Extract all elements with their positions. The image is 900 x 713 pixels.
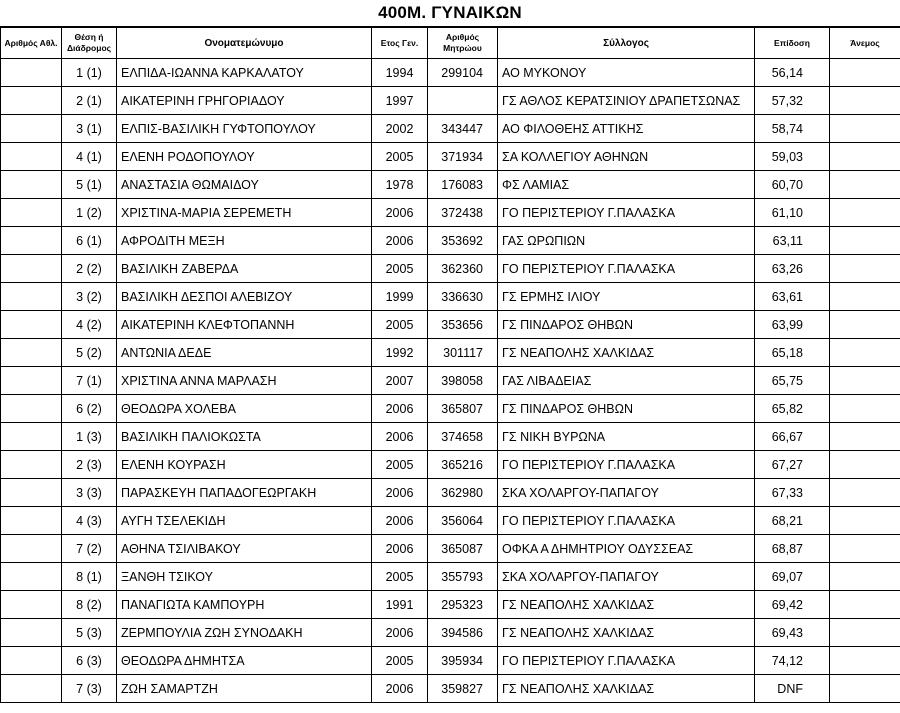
cell-birth-year: 2006 [372, 227, 428, 255]
cell-position: 3 (3) [62, 479, 117, 507]
cell-birth-year: 2006 [372, 479, 428, 507]
cell-wind [830, 311, 900, 339]
cell-performance: 63,99 [755, 311, 830, 339]
cell-position: 5 (1) [62, 171, 117, 199]
cell-wind [830, 675, 900, 703]
cell-name: ΒΑΣΙΛΙΚΗ ΠΑΛΙΟΚΩΣΤΑ [117, 423, 372, 451]
cell-athlete-no [1, 367, 62, 395]
cell-birth-year: 1991 [372, 591, 428, 619]
cell-club: ΑΟ ΜΥΚΟΝΟΥ [498, 59, 755, 87]
cell-name: ΕΛΕΝΗ ΚΟΥΡΑΣΗ [117, 451, 372, 479]
cell-club: ΓΣ ΕΡΜΗΣ ΙΛΙΟΥ [498, 283, 755, 311]
cell-position: 5 (2) [62, 339, 117, 367]
cell-registry-no: 353692 [428, 227, 498, 255]
cell-wind [830, 507, 900, 535]
cell-position: 2 (2) [62, 255, 117, 283]
cell-athlete-no [1, 395, 62, 423]
cell-performance: 56,14 [755, 59, 830, 87]
cell-birth-year: 1978 [372, 171, 428, 199]
cell-registry-no: 372438 [428, 199, 498, 227]
cell-birth-year: 2005 [372, 647, 428, 675]
cell-name: ΘΕΟΔΩΡΑ ΔΗΜΗΤΣΑ [117, 647, 372, 675]
cell-performance: 67,33 [755, 479, 830, 507]
cell-wind [830, 227, 900, 255]
cell-registry-no: 374658 [428, 423, 498, 451]
table-row [1, 675, 900, 703]
cell-wind [830, 423, 900, 451]
cell-birth-year: 2006 [372, 507, 428, 535]
cell-club: ΓΣ ΝΙΚΗ ΒΥΡΩΝΑ [498, 423, 755, 451]
cell-athlete-no [1, 227, 62, 255]
cell-birth-year: 1999 [372, 283, 428, 311]
cell-wind [830, 563, 900, 591]
table-row [1, 647, 900, 675]
cell-name: ΑΥΓΗ ΤΣΕΛΕΚΙΔΗ [117, 507, 372, 535]
cell-wind [830, 451, 900, 479]
cell-performance: 74,12 [755, 647, 830, 675]
cell-position: 6 (1) [62, 227, 117, 255]
cell-athlete-no [1, 507, 62, 535]
table-row [1, 395, 900, 423]
cell-wind [830, 591, 900, 619]
cell-athlete-no [1, 143, 62, 171]
cell-club: ΣΚΑ ΧΟΛΑΡΓΟΥ-ΠΑΠΑΓΟΥ [498, 563, 755, 591]
table-row [1, 171, 900, 199]
cell-registry-no: 362980 [428, 479, 498, 507]
cell-club: ΓΣ ΝΕΑΠΟΛΗΣ ΧΑΛΚΙΔΑΣ [498, 339, 755, 367]
cell-wind [830, 339, 900, 367]
table-row [1, 143, 900, 171]
cell-club: ΓΣ ΝΕΑΠΟΛΗΣ ΧΑΛΚΙΔΑΣ [498, 619, 755, 647]
cell-name: ΧΡΙΣΤΙΝΑ-ΜΑΡΙΑ ΣΕΡΕΜΕΤΗ [117, 199, 372, 227]
cell-athlete-no [1, 619, 62, 647]
cell-name: ΒΑΣΙΛΙΚΗ ΔΕΣΠΟΙ ΑΛΕΒΙΖΟΥ [117, 283, 372, 311]
table-row [1, 59, 900, 87]
cell-performance: 65,82 [755, 395, 830, 423]
cell-performance: 63,61 [755, 283, 830, 311]
cell-performance: 69,07 [755, 563, 830, 591]
cell-athlete-no [1, 563, 62, 591]
cell-wind [830, 367, 900, 395]
cell-name: ΞΑΝΘΗ ΤΣΙΚΟΥ [117, 563, 372, 591]
cell-position: 2 (1) [62, 87, 117, 115]
cell-name: ΑΝΤΩΝΙΑ ΔΕΔΕ [117, 339, 372, 367]
cell-birth-year: 2006 [372, 675, 428, 703]
cell-name: ΖΕΡΜΠΟΥΛΙΑ ΖΩΗ ΣΥΝΟΔΑΚΗ [117, 619, 372, 647]
cell-registry-no: 371934 [428, 143, 498, 171]
table-row [1, 115, 900, 143]
cell-birth-year: 2006 [372, 619, 428, 647]
table-row [1, 451, 900, 479]
cell-birth-year: 1997 [372, 87, 428, 115]
cell-birth-year: 2005 [372, 451, 428, 479]
cell-name: ΑΘΗΝΑ ΤΣΙΛΙΒΑΚΟΥ [117, 535, 372, 563]
cell-performance: 67,27 [755, 451, 830, 479]
cell-registry-no: 353656 [428, 311, 498, 339]
cell-name: ΠΑΝΑΓΙΩΤΑ ΚΑΜΠΟΥΡΗ [117, 591, 372, 619]
cell-position: 1 (3) [62, 423, 117, 451]
cell-registry-no: 394586 [428, 619, 498, 647]
cell-registry-no: 355793 [428, 563, 498, 591]
cell-wind [830, 619, 900, 647]
table-row [1, 619, 900, 647]
cell-position: 8 (2) [62, 591, 117, 619]
cell-performance: 66,67 [755, 423, 830, 451]
cell-performance: 58,74 [755, 115, 830, 143]
cell-athlete-no [1, 675, 62, 703]
table-row [1, 227, 900, 255]
cell-wind [830, 87, 900, 115]
cell-athlete-no [1, 339, 62, 367]
cell-performance: 63,26 [755, 255, 830, 283]
cell-position: 4 (2) [62, 311, 117, 339]
cell-position: 2 (3) [62, 451, 117, 479]
cell-position: 5 (3) [62, 619, 117, 647]
table-row [1, 339, 900, 367]
cell-registry-no: 299104 [428, 59, 498, 87]
table-row [1, 563, 900, 591]
results-table [0, 27, 900, 703]
cell-athlete-no [1, 199, 62, 227]
cell-club: ΟΦΚΑ Α ΔΗΜΗΤΡΙΟΥ ΟΔΥΣΣΕΑΣ [498, 535, 755, 563]
cell-performance: 57,32 [755, 87, 830, 115]
cell-birth-year: 2005 [372, 311, 428, 339]
cell-registry-no [428, 87, 498, 115]
header-club: Σύλλογος [498, 28, 755, 59]
cell-position: 6 (2) [62, 395, 117, 423]
cell-birth-year: 2005 [372, 255, 428, 283]
cell-athlete-no [1, 647, 62, 675]
table-row [1, 507, 900, 535]
cell-performance: 61,10 [755, 199, 830, 227]
cell-club: ΓΟ ΠΕΡΙΣΤΕΡΙΟΥ Γ.ΠΑΛΑΣΚΑ [498, 199, 755, 227]
cell-name: ΖΩΗ ΣΑΜΑΡΤΖΗ [117, 675, 372, 703]
cell-registry-no: 343447 [428, 115, 498, 143]
cell-club: ΓΑΣ ΩΡΩΠΙΩΝ [498, 227, 755, 255]
cell-wind [830, 199, 900, 227]
table-row [1, 283, 900, 311]
cell-athlete-no [1, 115, 62, 143]
cell-registry-no: 395934 [428, 647, 498, 675]
cell-birth-year: 1992 [372, 339, 428, 367]
cell-registry-no: 365216 [428, 451, 498, 479]
cell-performance: 65,18 [755, 339, 830, 367]
cell-athlete-no [1, 311, 62, 339]
cell-birth-year: 2006 [372, 535, 428, 563]
table-row [1, 535, 900, 563]
cell-performance: 60,70 [755, 171, 830, 199]
cell-performance: 65,75 [755, 367, 830, 395]
cell-position: 1 (1) [62, 59, 117, 87]
table-row [1, 367, 900, 395]
cell-club: ΦΣ ΛΑΜΙΑΣ [498, 171, 755, 199]
cell-name: ΑΝΑΣΤΑΣΙΑ ΘΩΜΑΙΔΟΥ [117, 171, 372, 199]
cell-registry-no: 359827 [428, 675, 498, 703]
table-row [1, 87, 900, 115]
cell-name: ΘΕΟΔΩΡΑ ΧΟΛΕΒΑ [117, 395, 372, 423]
header-birth-year: Ετος Γεν. [372, 28, 428, 59]
cell-name: ΧΡΙΣΤΙΝΑ ΑΝΝΑ ΜΑΡΛΑΣΗ [117, 367, 372, 395]
cell-wind [830, 283, 900, 311]
cell-athlete-no [1, 591, 62, 619]
cell-position: 4 (3) [62, 507, 117, 535]
cell-athlete-no [1, 423, 62, 451]
cell-birth-year: 1994 [372, 59, 428, 87]
cell-club: ΣΚΑ ΧΟΛΑΡΓΟΥ-ΠΑΠΑΓΟΥ [498, 479, 755, 507]
cell-position: 3 (1) [62, 115, 117, 143]
cell-athlete-no [1, 171, 62, 199]
cell-registry-no: 398058 [428, 367, 498, 395]
cell-club: ΓΑΣ ΛΙΒΑΔΕΙΑΣ [498, 367, 755, 395]
cell-performance: 68,87 [755, 535, 830, 563]
cell-birth-year: 2005 [372, 143, 428, 171]
cell-club: ΓΣ ΠΙΝΔΑΡΟΣ ΘΗΒΩΝ [498, 311, 755, 339]
header-performance: Επίδοση [755, 28, 830, 59]
cell-position: 7 (1) [62, 367, 117, 395]
cell-name: ΕΛΠΙΔΑ-ΙΩΑΝΝΑ ΚΑΡΚΑΛΑΤΟΥ [117, 59, 372, 87]
cell-club: ΓΣ ΠΙΝΔΑΡΟΣ ΘΗΒΩΝ [498, 395, 755, 423]
cell-club: ΓΣ ΑΘΛΟΣ ΚΕΡΑΤΣΙΝΙΟΥ ΔΡΑΠΕΤΣΩΝΑΣ [498, 87, 755, 115]
cell-club: ΓΟ ΠΕΡΙΣΤΕΡΙΟΥ Γ.ΠΑΛΑΣΚΑ [498, 255, 755, 283]
table-row [1, 479, 900, 507]
cell-registry-no: 365807 [428, 395, 498, 423]
cell-club: ΓΟ ΠΕΡΙΣΤΕΡΙΟΥ Γ.ΠΑΛΑΣΚΑ [498, 451, 755, 479]
cell-club: ΣΑ ΚΟΛΛΕΓΙΟΥ ΑΘΗΝΩΝ [498, 143, 755, 171]
cell-name: ΒΑΣΙΛΙΚΗ ΖΑΒΕΡΔΑ [117, 255, 372, 283]
cell-wind [830, 479, 900, 507]
header-name: Ονοματεμώνυμο [117, 28, 372, 59]
cell-club: ΑΟ ΦΙΛΟΘΕΗΣ ΑΤΤΙΚΗΣ [498, 115, 755, 143]
cell-wind [830, 59, 900, 87]
cell-birth-year: 2006 [372, 199, 428, 227]
cell-performance: 69,42 [755, 591, 830, 619]
cell-performance: 69,43 [755, 619, 830, 647]
cell-performance: 59,03 [755, 143, 830, 171]
cell-name: ΕΛΠΙΣ-ΒΑΣΙΛΙΚΗ ΓΥΦΤΟΠΟΥΛΟΥ [117, 115, 372, 143]
cell-birth-year: 2006 [372, 395, 428, 423]
cell-position: 7 (2) [62, 535, 117, 563]
table-row [1, 423, 900, 451]
cell-birth-year: 2006 [372, 423, 428, 451]
cell-name: ΠΑΡΑΣΚΕΥΗ ΠΑΠΑΔΟΓΕΩΡΓΑΚΗ [117, 479, 372, 507]
cell-name: ΕΛΕΝΗ ΡΟΔΟΠΟΥΛΟΥ [117, 143, 372, 171]
cell-athlete-no [1, 59, 62, 87]
cell-position: 7 (3) [62, 675, 117, 703]
cell-wind [830, 171, 900, 199]
header-wind: Άνεμος [830, 28, 900, 59]
header-position: Θέση ή Διάδρομος [62, 28, 117, 59]
cell-athlete-no [1, 535, 62, 563]
cell-position: 3 (2) [62, 283, 117, 311]
cell-position: 8 (1) [62, 563, 117, 591]
cell-name: ΑΙΚΑΤΕΡΙΝΗ ΓΡΗΓΟΡΙΑΔΟΥ [117, 87, 372, 115]
cell-birth-year: 2005 [372, 563, 428, 591]
cell-wind [830, 115, 900, 143]
sheet-title: 400Μ. ΓΥΝΑΙΚΩΝ [0, 0, 900, 27]
table-row [1, 255, 900, 283]
cell-registry-no: 336630 [428, 283, 498, 311]
cell-registry-no: 176083 [428, 171, 498, 199]
cell-registry-no: 295323 [428, 591, 498, 619]
cell-athlete-no [1, 255, 62, 283]
header-registry-no: Αριθμός Μητρώου [428, 28, 498, 59]
cell-registry-no: 365087 [428, 535, 498, 563]
header-athlete-no: Αριθμός Αθλ. [1, 28, 62, 59]
cell-club: ΓΣ ΝΕΑΠΟΛΗΣ ΧΑΛΚΙΔΑΣ [498, 591, 755, 619]
cell-performance: 63,11 [755, 227, 830, 255]
header-row [1, 28, 900, 59]
results-body [1, 59, 900, 703]
cell-performance: 68,21 [755, 507, 830, 535]
table-row [1, 199, 900, 227]
cell-birth-year: 2002 [372, 115, 428, 143]
cell-athlete-no [1, 87, 62, 115]
cell-club: ΓΣ ΝΕΑΠΟΛΗΣ ΧΑΛΚΙΔΑΣ [498, 675, 755, 703]
cell-position: 4 (1) [62, 143, 117, 171]
cell-wind [830, 143, 900, 171]
cell-club: ΓΟ ΠΕΡΙΣΤΕΡΙΟΥ Γ.ΠΑΛΑΣΚΑ [498, 647, 755, 675]
cell-name: ΑΙΚΑΤΕΡΙΝΗ ΚΛΕΦΤΟΠΑΝΝΗ [117, 311, 372, 339]
cell-registry-no: 356064 [428, 507, 498, 535]
cell-birth-year: 2007 [372, 367, 428, 395]
cell-wind [830, 255, 900, 283]
cell-name: ΑΦΡΟΔΙΤΗ ΜΕΞΗ [117, 227, 372, 255]
cell-registry-no: 362360 [428, 255, 498, 283]
cell-position: 1 (2) [62, 199, 117, 227]
cell-registry-no: 301117 [428, 339, 498, 367]
cell-athlete-no [1, 283, 62, 311]
cell-wind [830, 535, 900, 563]
cell-athlete-no [1, 451, 62, 479]
cell-performance: DNF [755, 675, 830, 703]
cell-wind [830, 395, 900, 423]
cell-athlete-no [1, 479, 62, 507]
table-row [1, 311, 900, 339]
cell-club: ΓΟ ΠΕΡΙΣΤΕΡΙΟΥ Γ.ΠΑΛΑΣΚΑ [498, 507, 755, 535]
cell-position: 6 (3) [62, 647, 117, 675]
table-row [1, 591, 900, 619]
cell-wind [830, 647, 900, 675]
